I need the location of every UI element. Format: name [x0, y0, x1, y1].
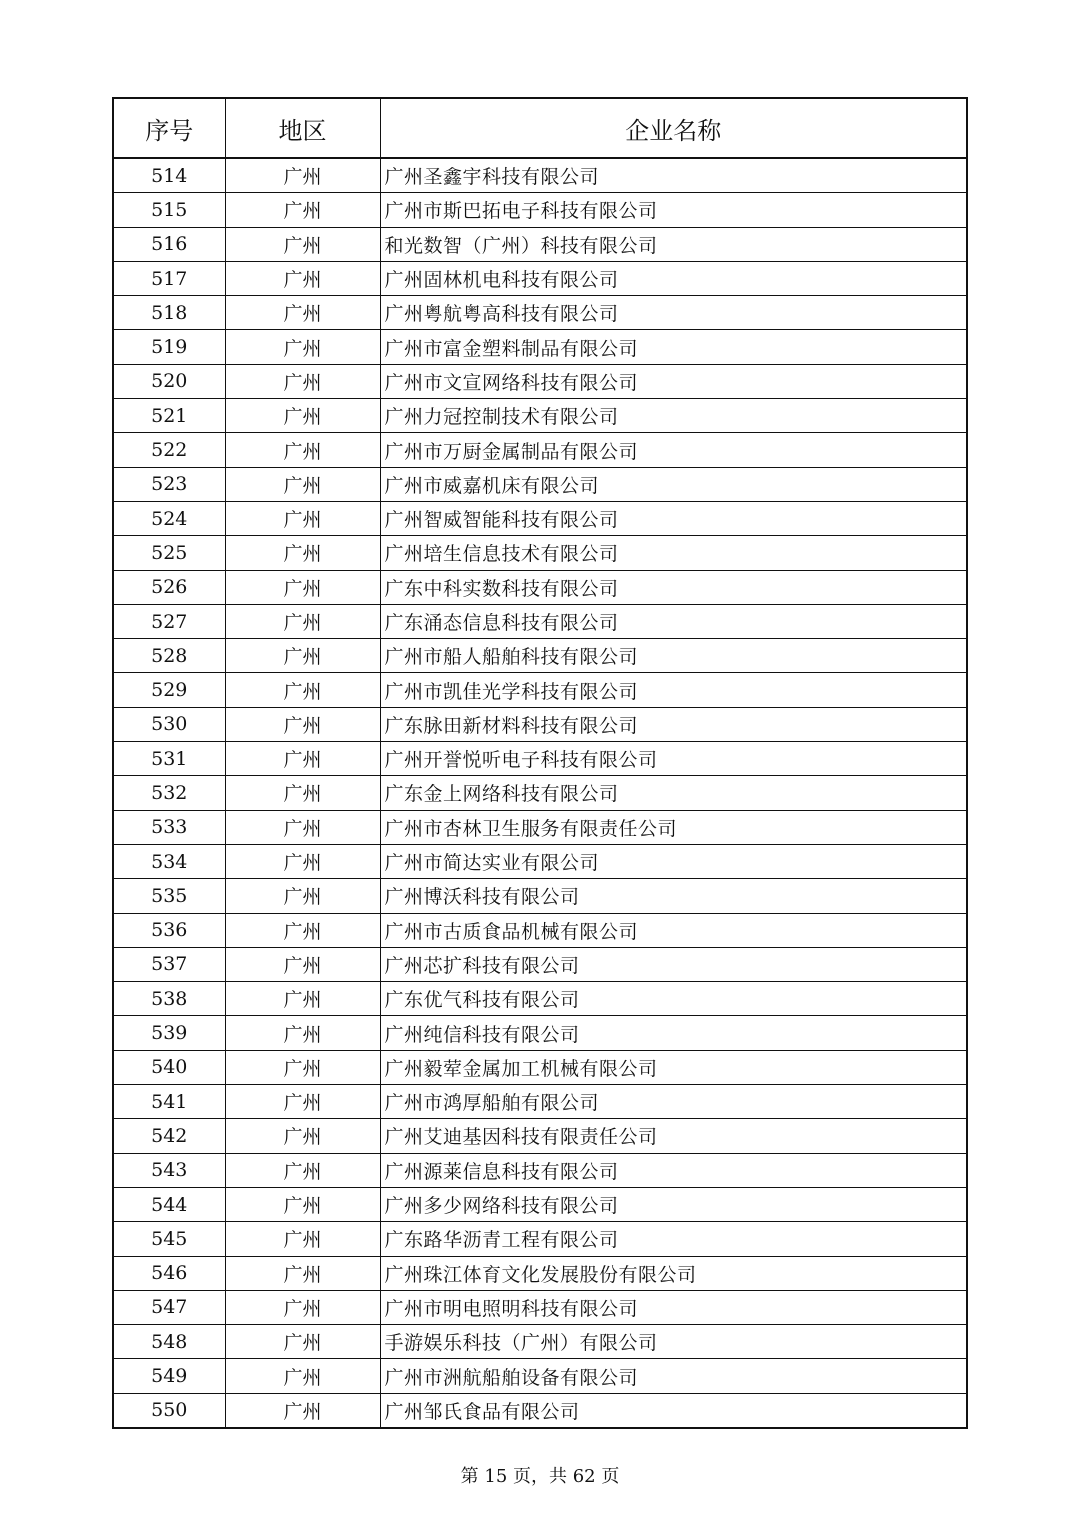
- cell-serial-number: 517: [113, 261, 225, 295]
- cell-region: 广州: [225, 844, 380, 878]
- cell-region: 广州: [225, 261, 380, 295]
- cell-region: 广州: [225, 913, 380, 947]
- cell-serial-number: 539: [113, 1016, 225, 1050]
- table-row: [113, 947, 967, 981]
- cell-region: 广州: [225, 227, 380, 261]
- table-row: [113, 1119, 967, 1153]
- cell-company-name: 广州固林机电科技有限公司: [380, 261, 967, 295]
- cell-serial-number: 514: [113, 158, 225, 193]
- table-row: [113, 193, 967, 227]
- cell-company-name: 和光数智（广州）科技有限公司: [380, 227, 967, 261]
- cell-serial-number: 542: [113, 1119, 225, 1153]
- cell-company-name: 广州开誉悦听电子科技有限公司: [380, 742, 967, 776]
- cell-serial-number: 549: [113, 1359, 225, 1393]
- cell-serial-number: 520: [113, 364, 225, 398]
- cell-serial-number: 523: [113, 467, 225, 501]
- cell-region: 广州: [225, 879, 380, 913]
- cell-company-name: 广州智威智能科技有限公司: [380, 501, 967, 535]
- cell-company-name: 广州市古质食品机械有限公司: [380, 913, 967, 947]
- cell-company-name: 广州邹氏食品有限公司: [380, 1393, 967, 1428]
- cell-region: 广州: [225, 364, 380, 398]
- cell-company-name: 广州市明电照明科技有限公司: [380, 1290, 967, 1324]
- table-row: [113, 227, 967, 261]
- table-row: [113, 982, 967, 1016]
- cell-region: 广州: [225, 1119, 380, 1153]
- cell-region: 广州: [225, 570, 380, 604]
- cell-company-name: 广东脉田新材料科技有限公司: [380, 707, 967, 741]
- cell-region: 广州: [225, 776, 380, 810]
- cell-serial-number: 548: [113, 1325, 225, 1359]
- cell-region: 广州: [225, 1393, 380, 1428]
- cell-region: 广州: [225, 707, 380, 741]
- cell-serial-number: 524: [113, 501, 225, 535]
- cell-company-name: 广州市鸿厚船舶有限公司: [380, 1085, 967, 1119]
- cell-serial-number: 543: [113, 1153, 225, 1187]
- cell-region: 广州: [225, 1085, 380, 1119]
- table-row: [113, 1290, 967, 1324]
- cell-region: 广州: [225, 1187, 380, 1221]
- cell-company-name: 广东中科实数科技有限公司: [380, 570, 967, 604]
- table-row: [113, 1256, 967, 1290]
- table-row: [113, 433, 967, 467]
- cell-serial-number: 518: [113, 296, 225, 330]
- cell-company-name: 广州艾迪基因科技有限责任公司: [380, 1119, 967, 1153]
- cell-region: 广州: [225, 296, 380, 330]
- cell-serial-number: 541: [113, 1085, 225, 1119]
- cell-serial-number: 537: [113, 947, 225, 981]
- header-region: 地区: [225, 98, 380, 158]
- table-row: [113, 810, 967, 844]
- cell-serial-number: 531: [113, 742, 225, 776]
- cell-company-name: 广州芯扩科技有限公司: [380, 947, 967, 981]
- cell-serial-number: 550: [113, 1393, 225, 1428]
- table-row: [113, 639, 967, 673]
- cell-company-name: 手游娱乐科技（广州）有限公司: [380, 1325, 967, 1359]
- page-number-footer: 第 15 页，共 62 页: [460, 1466, 620, 1487]
- cell-serial-number: 527: [113, 604, 225, 638]
- table-row: [113, 879, 967, 913]
- table-row: [113, 501, 967, 535]
- table-row: [113, 570, 967, 604]
- table-row: [113, 296, 967, 330]
- cell-serial-number: 546: [113, 1256, 225, 1290]
- cell-serial-number: 519: [113, 330, 225, 364]
- cell-company-name: 广东金上网络科技有限公司: [380, 776, 967, 810]
- table-row: [113, 1050, 967, 1084]
- cell-region: 广州: [225, 604, 380, 638]
- cell-serial-number: 547: [113, 1290, 225, 1324]
- cell-region: 广州: [225, 673, 380, 707]
- cell-serial-number: 545: [113, 1222, 225, 1256]
- table-row: [113, 1153, 967, 1187]
- cell-serial-number: 534: [113, 844, 225, 878]
- table-row: [113, 536, 967, 570]
- cell-company-name: 广州粤航粤高科技有限公司: [380, 296, 967, 330]
- cell-region: 广州: [225, 639, 380, 673]
- cell-company-name: 广州珠江体育文化发展股份有限公司: [380, 1256, 967, 1290]
- table-row: [113, 467, 967, 501]
- cell-region: 广州: [225, 1016, 380, 1050]
- cell-region: 广州: [225, 742, 380, 776]
- table-row: [113, 1222, 967, 1256]
- table-row: [113, 261, 967, 295]
- cell-serial-number: 538: [113, 982, 225, 1016]
- table-row: [113, 1016, 967, 1050]
- cell-region: 广州: [225, 1256, 380, 1290]
- cell-serial-number: 521: [113, 399, 225, 433]
- table-row: [113, 844, 967, 878]
- cell-company-name: 广州纯信科技有限公司: [380, 1016, 967, 1050]
- cell-company-name: 广州市万厨金属制品有限公司: [380, 433, 967, 467]
- cell-serial-number: 533: [113, 810, 225, 844]
- cell-company-name: 广州市船人船舶科技有限公司: [380, 639, 967, 673]
- cell-serial-number: 515: [113, 193, 225, 227]
- cell-serial-number: 526: [113, 570, 225, 604]
- table-row: [113, 399, 967, 433]
- cell-company-name: 广州市简达实业有限公司: [380, 844, 967, 878]
- cell-region: 广州: [225, 982, 380, 1016]
- cell-serial-number: 529: [113, 673, 225, 707]
- table-row: [113, 742, 967, 776]
- cell-serial-number: 522: [113, 433, 225, 467]
- cell-company-name: 广州多少网络科技有限公司: [380, 1187, 967, 1221]
- cell-region: 广州: [225, 1153, 380, 1187]
- cell-region: 广州: [225, 193, 380, 227]
- table-row: [113, 776, 967, 810]
- table-row: [113, 673, 967, 707]
- table-row: [113, 330, 967, 364]
- cell-region: 广州: [225, 433, 380, 467]
- cell-region: 广州: [225, 158, 380, 193]
- table-row: [113, 1187, 967, 1221]
- cell-serial-number: 528: [113, 639, 225, 673]
- table-row: [113, 1393, 967, 1428]
- cell-serial-number: 544: [113, 1187, 225, 1221]
- cell-region: 广州: [225, 1222, 380, 1256]
- table-header: [113, 98, 967, 158]
- cell-serial-number: 532: [113, 776, 225, 810]
- cell-region: 广州: [225, 1290, 380, 1324]
- table-body: [113, 158, 967, 1428]
- cell-serial-number: 536: [113, 913, 225, 947]
- table-row: [113, 364, 967, 398]
- cell-region: 广州: [225, 501, 380, 535]
- cell-company-name: 广州培生信息技术有限公司: [380, 536, 967, 570]
- cell-company-name: 广州市洲航船舶设备有限公司: [380, 1359, 967, 1393]
- cell-region: 广州: [225, 467, 380, 501]
- header-row: [113, 98, 967, 158]
- header-company-name: 企业名称: [380, 98, 967, 158]
- cell-serial-number: 530: [113, 707, 225, 741]
- table-row: [113, 604, 967, 638]
- cell-company-name: 广州源莱信息科技有限公司: [380, 1153, 967, 1187]
- cell-serial-number: 516: [113, 227, 225, 261]
- cell-company-name: 广州市文宣网络科技有限公司: [380, 364, 967, 398]
- table-row: [113, 1085, 967, 1119]
- cell-region: 广州: [225, 1359, 380, 1393]
- cell-region: 广州: [225, 1050, 380, 1084]
- table-row: [113, 158, 967, 193]
- cell-company-name: 广州市杏林卫生服务有限责任公司: [380, 810, 967, 844]
- cell-company-name: 广东优气科技有限公司: [380, 982, 967, 1016]
- cell-company-name: 广州圣鑫宇科技有限公司: [380, 158, 967, 193]
- cell-region: 广州: [225, 330, 380, 364]
- cell-region: 广州: [225, 947, 380, 981]
- table-row: [113, 1359, 967, 1393]
- cell-serial-number: 525: [113, 536, 225, 570]
- cell-company-name: 广州市凯佳光学科技有限公司: [380, 673, 967, 707]
- cell-company-name: 广东路华沥青工程有限公司: [380, 1222, 967, 1256]
- cell-company-name: 广州市富金塑料制品有限公司: [380, 330, 967, 364]
- cell-region: 广州: [225, 399, 380, 433]
- cell-company-name: 广州市威嘉机床有限公司: [380, 467, 967, 501]
- cell-company-name: 广州毅荤金属加工机械有限公司: [380, 1050, 967, 1084]
- table-row: [113, 707, 967, 741]
- cell-region: 广州: [225, 810, 380, 844]
- cell-region: 广州: [225, 1325, 380, 1359]
- enterprise-list-table: [112, 97, 968, 1429]
- table-row: [113, 1325, 967, 1359]
- header-serial-number: 序号: [113, 98, 225, 158]
- table-row: [113, 913, 967, 947]
- cell-serial-number: 535: [113, 879, 225, 913]
- cell-company-name: 广州力冠控制技术有限公司: [380, 399, 967, 433]
- cell-company-name: 广州市斯巴拓电子科技有限公司: [380, 193, 967, 227]
- cell-region: 广州: [225, 536, 380, 570]
- cell-company-name: 广东涌态信息科技有限公司: [380, 604, 967, 638]
- cell-serial-number: 540: [113, 1050, 225, 1084]
- cell-company-name: 广州博沃科技有限公司: [380, 879, 967, 913]
